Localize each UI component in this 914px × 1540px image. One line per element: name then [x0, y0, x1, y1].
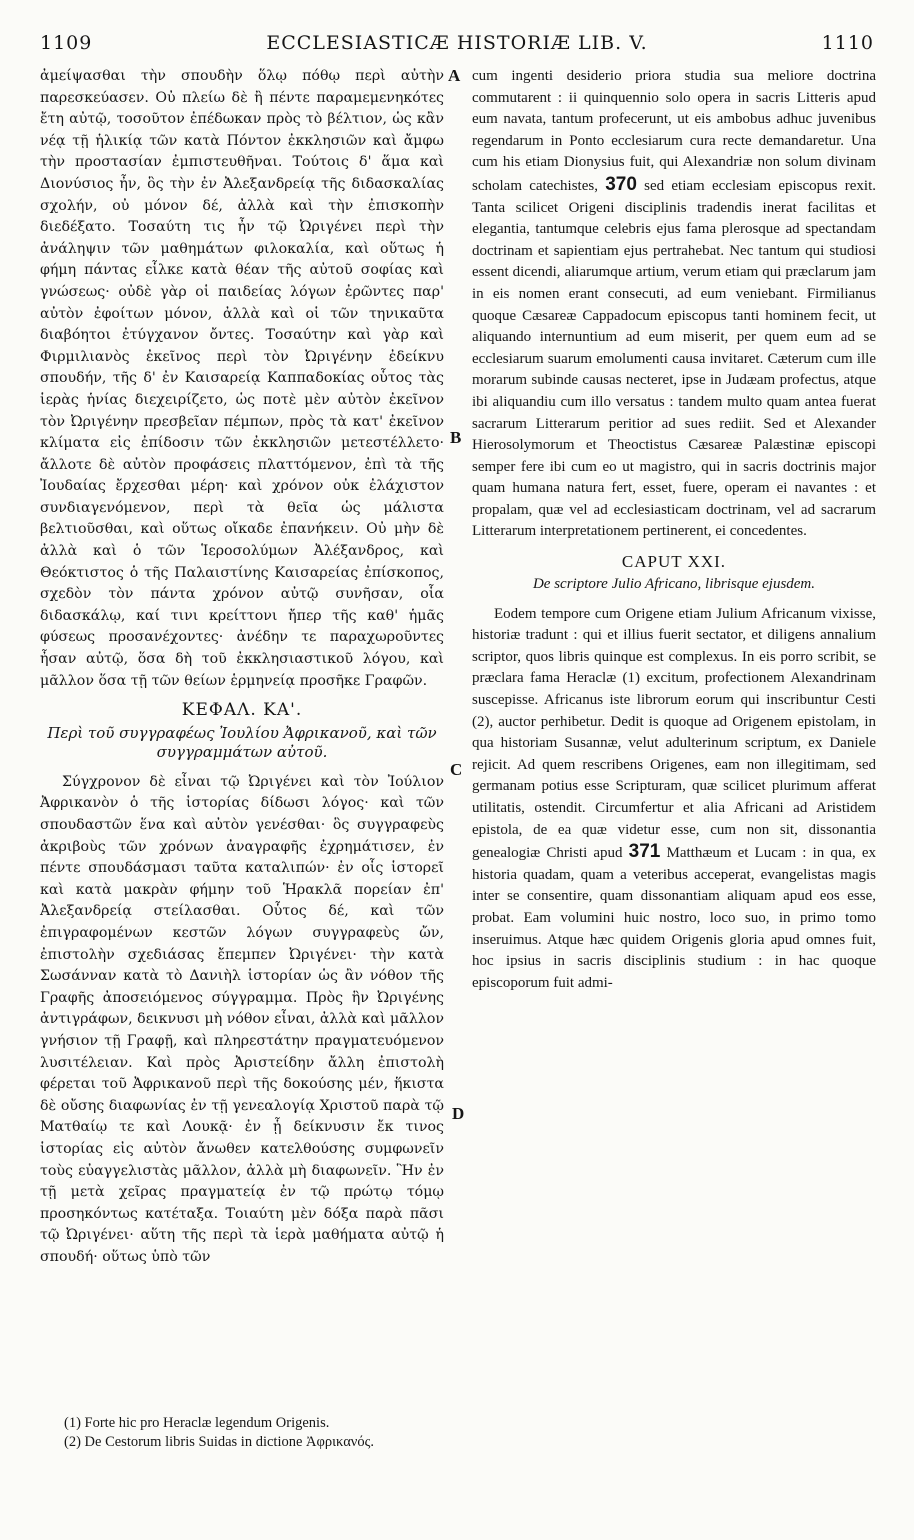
running-title: ECCLESIASTICÆ HISTORIÆ LIB. V.: [266, 32, 648, 54]
latin-paragraph-1: [472, 66, 876, 543]
margin-letter-d: D: [452, 1104, 465, 1123]
greek-paragraph-2: Σύγχρονον δὲ εἶναι τῷ Ὠριγένει καὶ τὸν Ἰούλιον Ἀφρικανὸν ὁ τῆς ἱστορίας δίδωσι λόγος· καὶ τῶν σπουδαστῶν ἕνα καὶ αὐτὸν γενέσθαι· ὃς συγγραφεὺς ἀκριβοὺς τῶν χρόνων ἀναγραφῆς ἐχρημάτισεν, ἐν πέντε σπουδάσμασι ταῦτα καταλιπών· ἐν οἷς ἱστορεῖ καὶ κατὰ μακρὰν φήμην τοῦ Ἡρακλᾶ πορείαν ἐπ' Ἀλεξανδρείᾳ στείλασθαι. Οὗτος δέ, καὶ τῶν ἐπιγραφομένων κεστῶν λόγων συγγραφεὺς ὤν, ἐπιστολὴν σχεδιάσας ἔπεμπεν Ὠριγένει· τὴν κατὰ Σωσάνναν κατὰ τὸ Δανιὴλ ἱστορίαν ὡς ἂν νόθον τῆς Γραφῆς ἀποσειόμενος σύγγραμμα. Πρὸς ἣν Ὠριγένης ἀντιγράφων, δεικνυσι μὴ νόθον εἶναι, ἀλλὰ καὶ μᾶλλον γνήσιον τῇ Γραφῇ, καὶ πληρεστάτην πραγματευόμενον λυσιτέλειαν. Καὶ πρὸς Ἀριστείδην ἄλλη ἐπιστολὴ φέρεται τοῦ Ἀφρικανοῦ περὶ τῆς δοκούσης μέν, ἥκιστα δὲ οὔσης διαφωνίας ἐν τῇ γενεαλογίᾳ Χριστοῦ παρὰ τῷ Ματθαίῳ τε καὶ Λουκᾷ· ἐν ᾗ δείκνυσιν ἔκ τινος ἱστορίας εἰς αὐτὸν ἄνωθεν κατελθούσης συμφωνεῖν τοὺς εὐαγγελιστὰς μᾶλλον, ἀλλὰ μὴ διαφωνεῖν. Ἣν ἐν τῇ μετὰ χεῖρας πραγματείᾳ ἐν τῷ πρώτῳ τόμῳ προσηκόντως κατέταξα. Τοιαύτη μὲν δόξα παρὰ πᾶσι τῷ Ὠριγένει· αὕτη τῆς περὶ τὰ ἱερὰ μαθήματα αὐτῷ ἡ σπουδή· οὕτως ὑπὸ τῶν: [40, 773, 444, 1265]
inline-page-number-371: 371: [628, 841, 661, 863]
latin-chapter-title: CAPUT XXI.: [621, 552, 727, 572]
greek-chapter-title: ΚΕΦΑΛ. ΚΑ'.: [181, 700, 303, 721]
latin-chapter-subtitle: De scriptore Julio Africano, librisque ejusdem.: [532, 575, 816, 592]
latin-column: [472, 66, 876, 994]
margin-letter-c: C: [450, 760, 463, 779]
footnote-1: (1) Forte hic pro Heraclæ legendum Origenis.: [64, 1415, 330, 1431]
latin-text-1a: cum ingenti desiderio priora studia sua meliore doctrina commutarent : ii quinquennio solo opera in sacris Litteris apud eum navata, tantum profecerunt, ut eis ambobus adhuc juvenibus regendarum in Ponto ecclesiarum cura recte demandaretur. Una cum his etiam Dionysius fuit, qui Alexandriæ non solum divinam scholam catechistes,: [472, 68, 876, 194]
inline-page-number-370: 370: [605, 173, 637, 195]
greek-chapter-subtitle: Περὶ τοῦ συγγραφέως Ἰουλίου Ἀφρικανοῦ, καὶ τῶν συγγραμμάτων αὐτοῦ.: [47, 723, 437, 761]
right-page-number: 1110: [821, 32, 874, 54]
greek-paragraph-1: ἀμείψασθαι τὴν σπουδὴν ὅλῳ πόθῳ περὶ αὐτὴν παρεσκεύασεν. Οὐ πλείω δὲ ἢ πέντε παραμεμενηκότες ἔτη αὐτῷ, τοσοῦτον ἐπέδωκαν πρὸς τὸ βέλτιον, ὡς κἂν νέᾳ τῇ ἡλικίᾳ τῶν κατὰ Πόντον ἐκκλησιῶν καὶ ἄμφω τὴν προστασίαν ἐμπιστευθῆναι. Τούτοις δ' ἅμα καὶ Διονύσιος ἦν, ὃς τὴν ἐν Ἀλεξανδρείᾳ τῆς διδασκαλίας σχολήν, οὐ μόνον δέ, ἀλλὰ καὶ τὴν ἐπισκοπὴν διεδέξατο. Τοσαύτη τις ἦν τῷ Ὠριγένει περὶ τὴν ἀνάληψιν τῶν μαθημάτων φιλοκαλία, καὶ οὕτως ἡ φήμη πάντας εἷλκε κατὰ θέαν τῆς αὐτοῦ σοφίας καὶ γνώσεως· οὐδὲ γὰρ οἱ παιδείας λόγων ἐρῶντες παρ' αὐτὸν ἐφοίτων μόνον, ἀλλὰ καὶ οἱ τῶν τηνικαῦτα διαβόητοι ἐτύγχανον ὄντες. Τοσαύτην καὶ γὰρ καὶ Φιρμιλιανὸς ἐκεῖνος περὶ τὸν Ὠριγένην ἐδείκνυ σπουδήν, τῆς δ' ἐν Καισαρείᾳ Καππαδοκίας οὗτος τὰς ἱερὰς ἡνίας διεχειρίζετο, ὡς ποτὲ μὲν αὐτὸν ἐκεῖνον τὸν Ὠριγένην πρεσβεῖαν πέμπων, πρὸς τὰ κατ' ἐκεῖνον κλίματα εἰς ἐπίδοσιν τῶν ἐκκλησιῶν μετεστέλλετο· ἄλλοτε δὲ αὐτὸν προφάσεις πλαττόμενον, ἐπὶ τὰ τῆς Ἰουδαίας ἔρχεσθαι μέρη· καὶ χρόνον οὐκ ἐλάχιστον συνδιαγενόμενον, περὶ τὰ θεῖα ὡς μάλιστα βελτιοῦσθαι, καὶ οὕτως οἴκαδε ἐπανήκειν. Οὐ μὴν δὲ ἀλλὰ καὶ ὁ τῶν Ἱεροσολύμων Ἀλέξανδρος, καὶ Θεόκτιστος ὁ τῆς Παλαιστίνης Καισαρείας ἐπίσκοπος, σχεδὸν τὸν πάντα χρόνον αὐτῷ συνῆσαν, οἷα διδασκάλῳ, καί τινι κρείττονι ἤπερ τῆς καθ' ἡμᾶς φύσεως προσανέχοντες· ἀνέδην τε παραχωροῦντες ἦσαν αὐτῷ, ὅσα δὴ τοῦ ἐκκλησιαστικοῦ λόγου, καὶ μᾶλλον ὅσα τῇ τῶν θείων ἑρμηνείᾳ προσῆκε Γραφῶν.: [40, 68, 444, 689]
latin-text-2b: Matthæum et Lucam : in qua, ex historia quadam, quam a veteribus acceperat, evangelistas magis inter se consentire, quam dissonantiam aliquam apud eos esse, probat. Eam volumini huic nostro, loco suo, in primo tomo inseruimus. Atque hæc quidem Origenis gloria apud omnes fuit, hoc ipsius in sacris disciplinis studium : in hac quoque episcoporum fuit admi-: [472, 845, 877, 991]
latin-text-2a: Eodem tempore cum Origene etiam Julium Africanum vixisse, historiæ tradunt : qui et illius fuerit sectator, et diligens annalium scriptor, quos libris quinque est complexus. In eis porro scribit, se præclara fama Heraclæ (1) excitum, profectionem Alexandrinam suscepisse. Africanus iste librorum eorum qui inscribuntur Cesti (2), auctor perhibetur. Dedit is quoque ad Origenem epistolam, in qua historiam Susannæ, velut adulterinum scriptum, ex Daniele rejicit. Ad quem rescribens Origenes, eam non illegitimam, sed germanam potius esse Scripturam, quæ scilicet plurimum afferat utilitatis, ostendit. Circumfertur et alia Africani ad Aristidem epistola, de ea quæ videtur esse, cum non sit, dissonantia genealogiæ Christi apud: [472, 605, 876, 862]
margin-letter-a: A: [448, 66, 461, 85]
latin-paragraph-2: [472, 604, 876, 995]
footnote-2: (2) De Cestorum libris Suidas in dictione Ἀφρικανός.: [64, 1434, 374, 1450]
running-header: [0, 32, 914, 60]
margin-letter-b: B: [450, 428, 462, 447]
left-page-number: 1109: [40, 32, 93, 54]
footnotes: [64, 1414, 864, 1452]
greek-column: [40, 66, 444, 1268]
latin-text-1b: sed etiam ecclesiam episcopus rexit. Tanta scilicet Origeni disciplinis tradendis inerat facilitas et elegantia, tantumque celebris ejus fama plerosque ad spectandam doctrinam et sapientiam ejus pertrahebat. Nec tantum qui studiosi essent dicendi, aliarumque artium, verum etiam qui præclarum jam in eis nomen erant consecuti, ad eum veniebant. Firmilianus quoque Cæsareæ Cappadocum episcopus tanti hominem fecit, ut aliquando internuntium ad eum miserit, per quem eum ad se ecclesiarum suarum emolumenti causa invitaret. Cæterum cum ille morarum subinde causas necteret, ipse in Judæam profectus, atque ibi aliquandiu cum illo versatus : tandem multo quam antea fuerat sacrarum Litterarum peritior ad sues rediit. Sed et Alexander Hierosolymorum et Theoctistus Cæsareæ Palæstinæ episcopi semper fere ibi cum eo ut magistro, qui in sacris doctrinis major quam humana natura fert, esset, fuere, operam ei navantes : et propalam, quæ vel ad ecclesiasticam doctrinam, vel ad sacrarum Litterarum interpretationem pertinerent, ei concedentes.: [472, 177, 876, 540]
